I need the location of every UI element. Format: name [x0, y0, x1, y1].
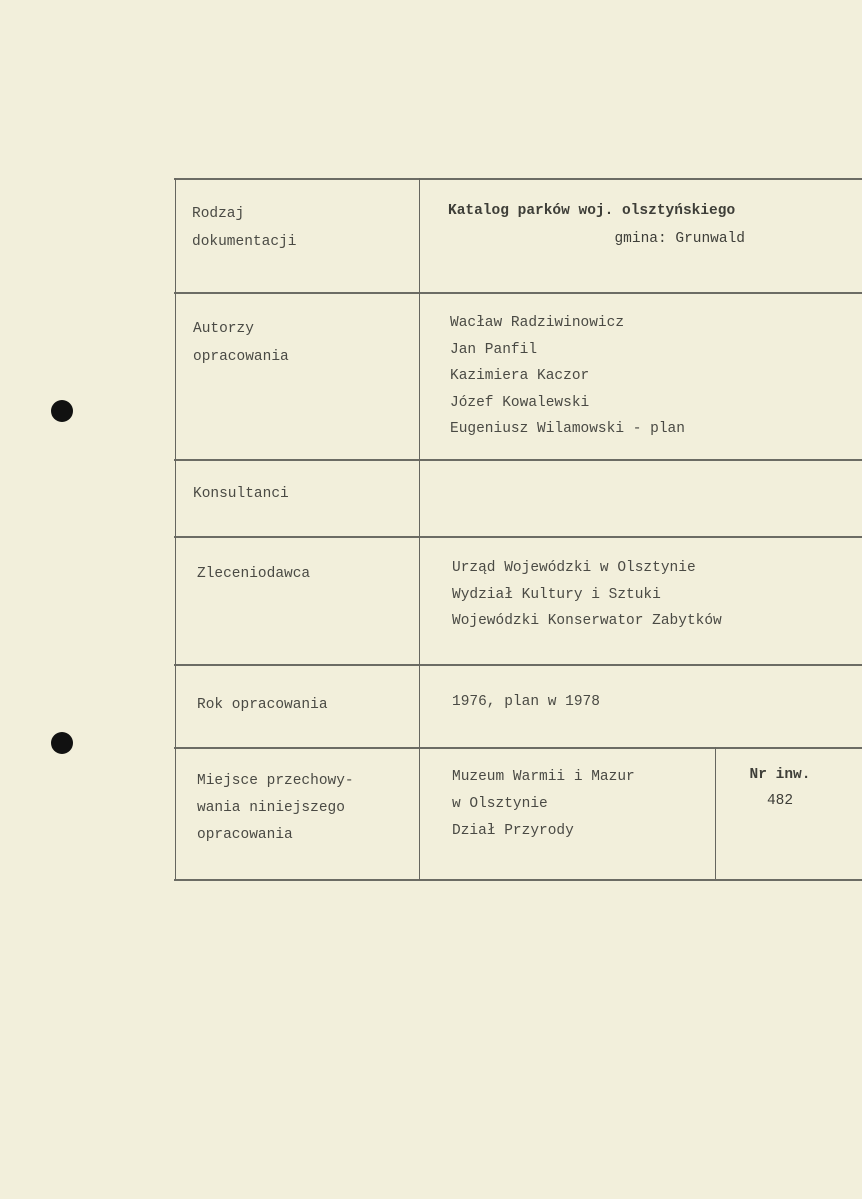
punch-hole	[51, 732, 73, 754]
document-title	[448, 197, 800, 253]
row-label	[192, 200, 296, 256]
label-line: Rodzaj	[192, 206, 245, 222]
authors-list	[450, 310, 685, 443]
label-line: Zleceniodawca	[197, 566, 311, 582]
label-line: Konsultanci	[193, 486, 289, 502]
row-label	[193, 480, 289, 508]
label-line: opracowania	[197, 827, 293, 843]
row-label	[193, 315, 289, 371]
divider	[174, 178, 862, 180]
divider	[174, 664, 862, 666]
label-line: wania niniejszego	[197, 800, 345, 816]
divider	[175, 178, 176, 880]
divider	[174, 747, 862, 749]
value-line: Urząd Wojewódzki w Olsztynie	[452, 560, 696, 576]
storage-location	[452, 764, 635, 845]
divider	[419, 178, 420, 880]
value-line: Wojewódzki Konserwator Zabytków	[452, 613, 722, 629]
value-line: Muzeum Warmii i Mazur	[452, 769, 635, 785]
label-line: Miejsce przechowy-	[197, 773, 354, 789]
label-line: Rok opracowania	[197, 697, 328, 713]
value-line: Wacław Radziwinowicz	[450, 315, 625, 331]
label-line: opracowania	[193, 349, 289, 365]
client-list	[452, 555, 722, 635]
row-label	[197, 768, 354, 849]
value-line: Kazimiera Kaczor	[450, 368, 590, 384]
divider	[174, 879, 862, 881]
punch-hole	[51, 400, 73, 422]
value-line: w Olsztynie	[452, 796, 548, 812]
row-label	[197, 560, 310, 588]
row-label	[197, 691, 328, 719]
inventory-number	[740, 762, 820, 814]
inventory-label: Nr inw.	[749, 767, 811, 783]
divider	[715, 747, 716, 879]
value-line: Eugeniusz Wilamowski - plan	[450, 421, 685, 437]
year-value	[452, 688, 600, 716]
label-line: Autorzy	[193, 321, 254, 337]
value-line: Wydział Kultury i Sztuki	[452, 586, 661, 603]
divider	[174, 536, 862, 538]
value-line: Katalog parków woj. olsztyńskiego	[448, 203, 736, 219]
label-line: dokumentacji	[192, 234, 297, 250]
value-line: Jan Panfil	[450, 341, 538, 358]
inventory-value: 482	[766, 793, 794, 809]
value-line: Dział Przyrody	[452, 823, 574, 839]
divider	[174, 459, 862, 461]
value-line: Józef Kowalewski	[450, 394, 590, 411]
divider	[174, 292, 862, 294]
value-line: gmina: Grunwald	[614, 231, 745, 247]
value-line: 1976, plan w 1978	[452, 694, 600, 710]
